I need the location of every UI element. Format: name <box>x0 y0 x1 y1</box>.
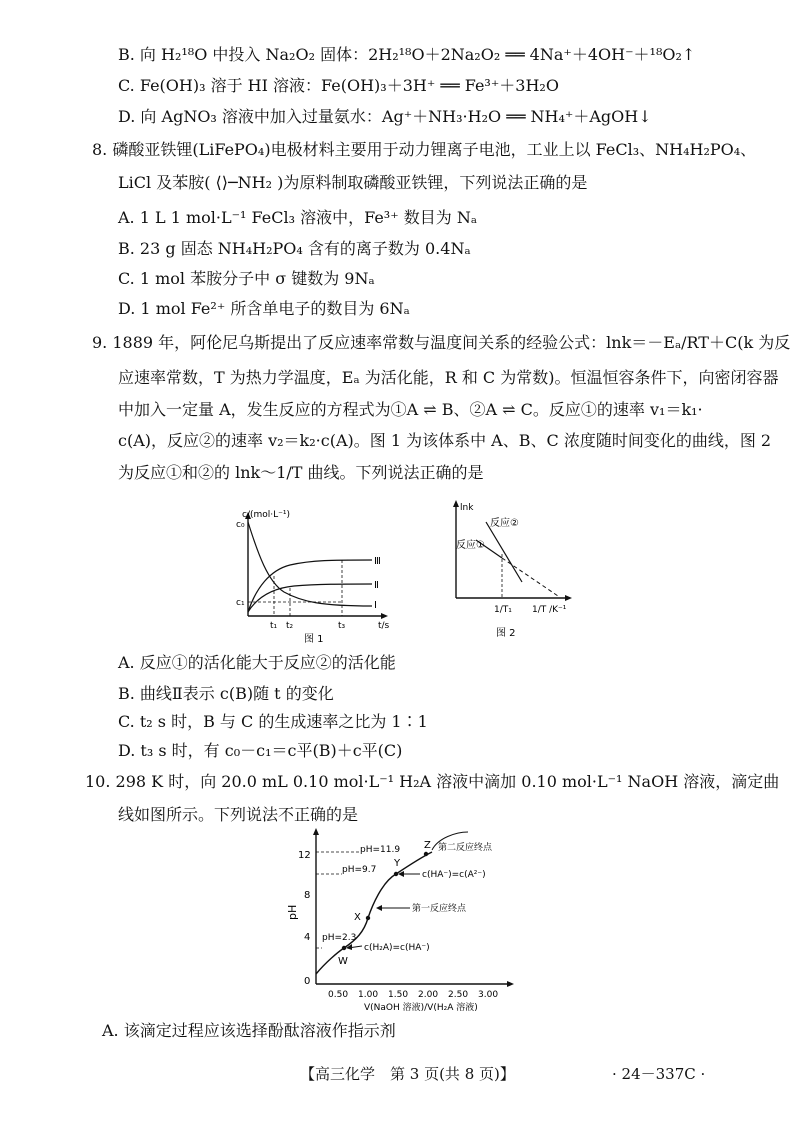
fig1-xtick-t1: t₁ <box>270 621 278 631</box>
fig3-point-y <box>394 872 398 876</box>
question9-stem-line3: 中加入一定量 A，发生反应的方程式为①A ⇌ B、②A ⇌ C。反应①的速率 v₁＝k₁· <box>118 400 703 419</box>
question10-option-a: A. 该滴定过程应该选择酚酞溶液作指示剂 <box>102 1021 396 1040</box>
question10-stem-line1: 10. 298 K 时，向 20.0 mL 0.10 mol·L⁻¹ H₂A 溶液中滴加 0.10 mol·L⁻¹ NaOH 溶液，滴定曲 <box>85 772 780 791</box>
fig1-xlabel: t/s <box>378 621 390 631</box>
fig1-ylabel: c/(mol·L⁻¹) <box>242 510 291 520</box>
fig3-xtick-300: 3.00 <box>478 990 499 1000</box>
fig3-label-w: W <box>338 956 348 967</box>
fig3-xtick-150: 1.50 <box>388 990 409 1000</box>
fig3-annot-ph119: pH=11.9 <box>360 845 401 855</box>
question9-option-c: C. t₂ s 时，B 与 C 的生成速率之比为 1∶1 <box>118 712 428 731</box>
question9-stem-line2: 应速率常数，T 为热力学温度，Eₐ 为活化能，R 和 C 为常数)。恒温恒容条件下，向密闭容器 <box>118 368 779 387</box>
figure2-lnk-vs-inverse-t <box>440 496 580 644</box>
question8-stem-line1: 8. 磷酸亚铁锂(LiFePO₄)电极材料主要用于动力锂离子电池，工业上以 FeCl₃、NH₄H₂PO₄、 <box>92 140 757 159</box>
question8-option-a: A. 1 L 1 mol·L⁻¹ FeCl₃ 溶液中，Fe³⁺ 数目为 Nₐ <box>118 208 478 227</box>
question9-option-b: B. 曲线Ⅱ表示 c(B)随 t 的变化 <box>118 684 334 703</box>
fig1-curve-ii <box>248 584 372 612</box>
fig3-annot-ph97: pH=9.7 <box>342 865 377 875</box>
figure1-concentration-time <box>222 504 402 646</box>
fig1-ytick-c1: c₁ <box>236 598 245 608</box>
fig3-point-x <box>366 916 370 920</box>
question9-stem-line4: c(A)，反应②的速率 v₂＝k₂·c(A)。图 1 为该体系中 A、B、C 浓度随时间变化的曲线，图 2 <box>118 431 772 450</box>
fig3-label-z: Z <box>424 840 431 851</box>
fig3-ytick-12: 12 <box>298 850 311 861</box>
question8-option-b: B. 23 g 固态 NH₄H₂PO₄ 含有的离子数为 0.4Nₐ <box>118 239 471 258</box>
fig3-ytick-8: 8 <box>304 890 311 901</box>
fig3-annot-second-endpoint: 第二反应终点 <box>438 843 493 853</box>
fig3-ytick-4: 4 <box>304 932 311 943</box>
fig1-curve-iii <box>248 560 372 612</box>
fig1-xtick-t2: t₂ <box>286 621 294 631</box>
question9-option-a: A. 反应①的活化能大于反应②的活化能 <box>118 653 396 672</box>
question8-stem-line2: LiCl 及苯胺( ⟨⟩─NH₂ )为原料制取磷酸亚铁锂，下列说法正确的是 <box>118 173 588 192</box>
fig2-label-reaction2: 反应② <box>490 518 519 529</box>
fig2-caption: 图 2 <box>496 628 516 639</box>
question9-stem-line1: 9. 1889 年，阿伦尼乌斯提出了反应速率常数与温度间关系的经验公式：lnk＝－Eₐ/RT＋C(k 为反 <box>92 333 791 352</box>
fig3-ylabel: pH <box>286 904 299 920</box>
question7-option-c: C. Fe(OH)₃ 溶于 HI 溶液：Fe(OH)₃＋3H⁺ ══ Fe³⁺＋3H₂O <box>118 76 559 95</box>
fig3-xtick-100: 1.00 <box>358 990 379 1000</box>
fig3-annot-first-endpoint: 第一反应终点 <box>412 904 467 914</box>
fig1-xtick-t3: t₃ <box>338 621 346 631</box>
question7-option-d: D. 向 AgNO₃ 溶液中加入过量氨水：Ag⁺＋NH₃·H₂O ══ NH₄⁺＋AgOH↓ <box>118 107 652 126</box>
fig3-xtick-250: 2.50 <box>448 990 469 1000</box>
question10-stem-line2: 线如图所示。下列说法不正确的是 <box>118 805 359 824</box>
fig1-label-ii: Ⅱ <box>374 580 379 591</box>
fig3-ytick-0: 0 <box>304 976 311 987</box>
fig3-xtick-050: 0.50 <box>328 990 349 1000</box>
fig1-label-iii: Ⅲ <box>374 556 381 567</box>
question9-option-d: D. t₃ s 时，有 c₀－c₁＝c平(B)＋c平(C) <box>118 741 403 760</box>
fig2-line-reaction2 <box>486 522 522 582</box>
question8-option-d: D. 1 mol Fe²⁺ 所含单电子的数目为 6Nₐ <box>118 299 410 318</box>
fig2-xlabel: 1/T /K⁻¹ <box>532 605 567 615</box>
fig3-xlabel: V(NaOH 溶液)/V(H₂A 溶液) <box>364 1003 478 1013</box>
footer-page-info: 【高三化学 第 3 页(共 8 页)】 <box>300 1065 515 1083</box>
footer-code: · 24－337C · <box>612 1065 706 1083</box>
fig1-ytick-c0: c₀ <box>236 520 245 530</box>
fig3-label-x: X <box>354 912 361 923</box>
fig3-label-y: Y <box>394 858 401 869</box>
fig3-annot-ph23: pH=2.3 <box>322 933 357 943</box>
question9-stem-line5: 为反应①和②的 lnk～1/T 曲线。下列说法正确的是 <box>118 463 484 482</box>
fig3-xtick-200: 2.00 <box>418 990 439 1000</box>
fig2-ylabel: lnk <box>460 503 474 513</box>
fig1-curve-i <box>248 522 372 606</box>
question7-option-b: B. 向 H₂¹⁸O 中投入 Na₂O₂ 固体：2H₂¹⁸O＋2Na₂O₂ ══ 4Na⁺＋4OH⁻＋¹⁸O₂↑ <box>118 45 696 64</box>
fig3-point-w <box>342 946 346 950</box>
fig3-point-z <box>424 852 428 856</box>
fig3-annot-ha-eq-a: c(HA⁻)=c(A²⁻) <box>422 870 486 880</box>
question8-option-c: C. 1 mol 苯胺分子中 σ 键数为 9Nₐ <box>118 269 375 288</box>
fig2-label-reaction1: 反应① <box>456 540 485 551</box>
fig1-label-i: Ⅰ <box>374 600 377 611</box>
fig1-caption: 图 1 <box>304 634 324 645</box>
figure3-titration-curve <box>286 822 526 1014</box>
fig2-xtick: 1/T₁ <box>494 605 512 615</box>
fig3-annot-h2a-eq-ha: c(H₂A)=c(HA⁻) <box>364 943 430 953</box>
